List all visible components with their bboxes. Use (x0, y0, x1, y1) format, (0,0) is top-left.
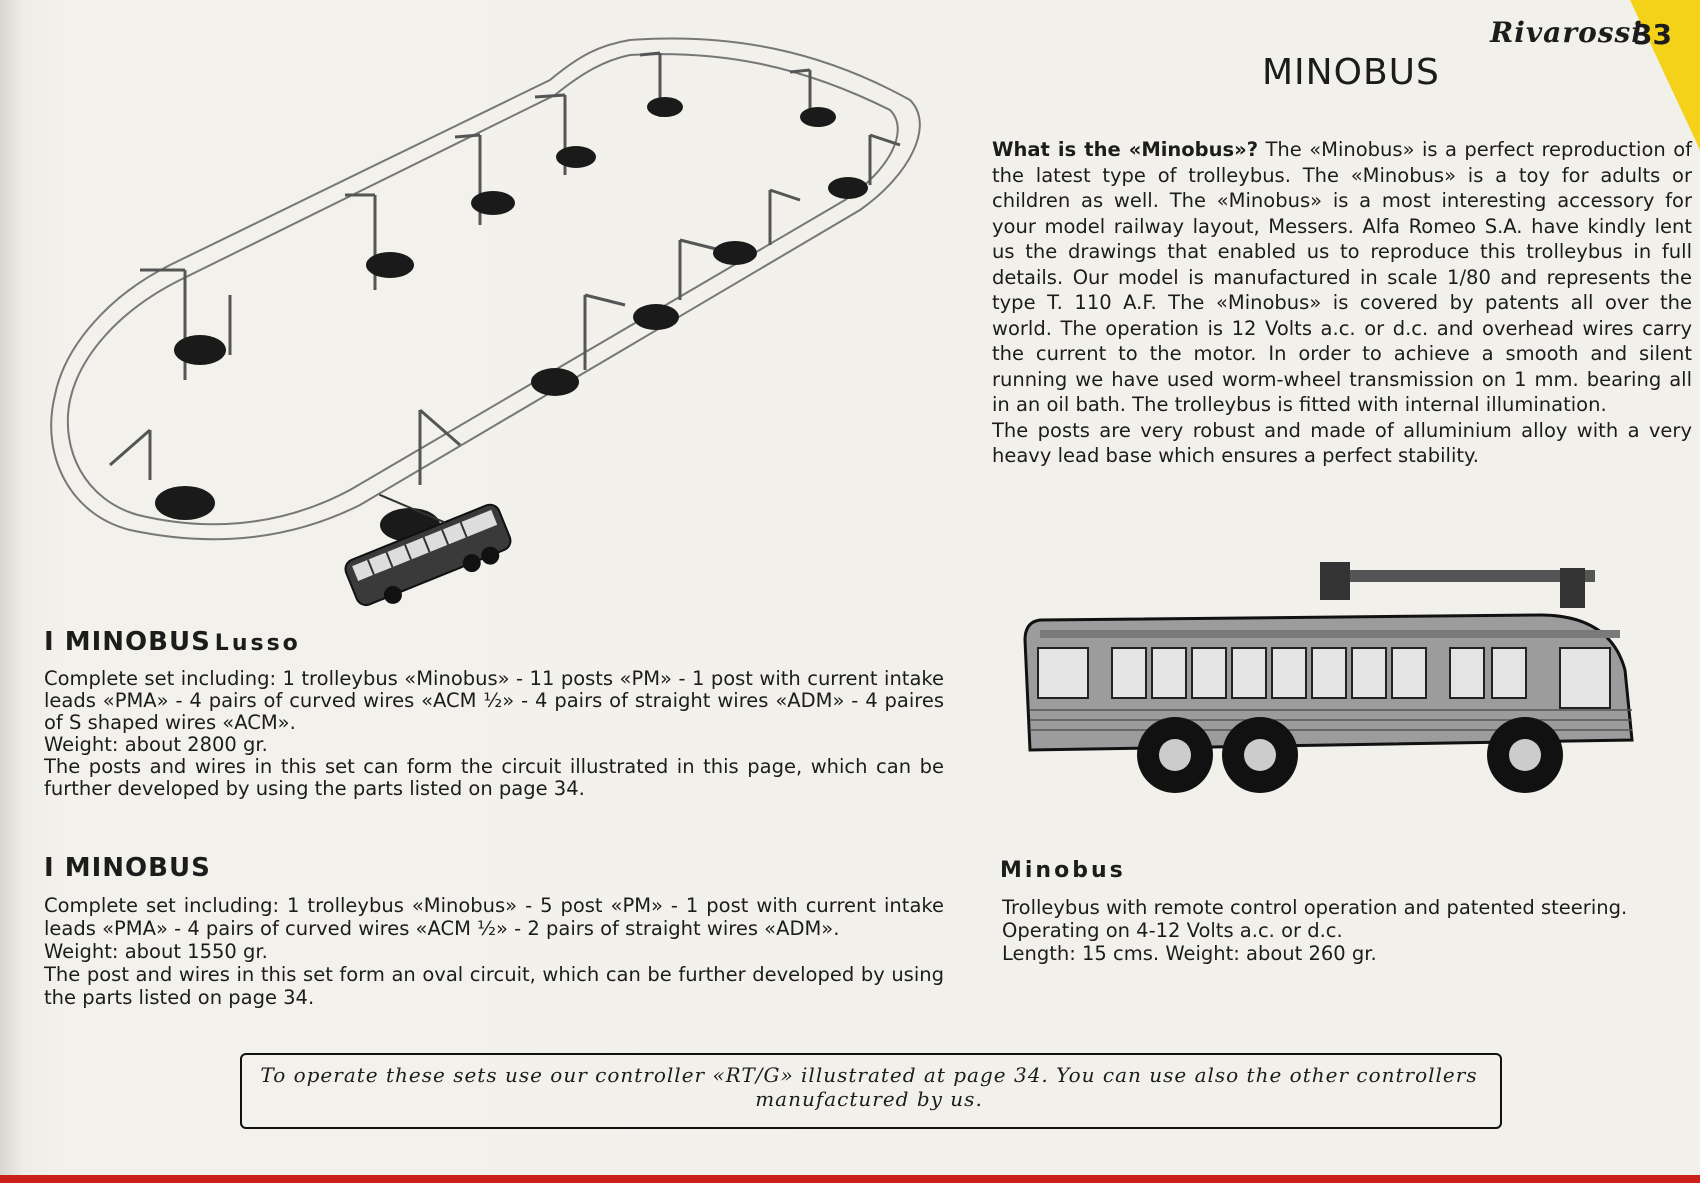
lusso-description (44, 668, 944, 800)
minobus-set-heading: I MINOBUS (44, 853, 211, 883)
minobus-set-weight: Weight: about 1550 gr. (44, 940, 268, 963)
brand-logo: Rivarossi (1490, 16, 1643, 49)
lusso-note: The posts and wires in this set can form the circuit illustrated in this page, which can be further developed by using the parts listed on page 34. (44, 755, 944, 800)
minobus-single-heading: Minobus (1000, 858, 1126, 883)
intro-paragraph (992, 137, 1692, 469)
oval-circuit-illustration (30, 25, 940, 655)
intro-body: The «Minobus» is a perfect reproduction of the latest type of trolleybus. The «Minobus» is a toy for adults or children as well. The «Minobus» is a most interesting accessory for your model railway layout, Messers. Alfa Romeo S.A. have kindly lent us the drawings that enabled us to reproduce this trolleybus in full details. Our model is manufactured in scale 1/80 and represents the type T. 110 A.F. The «Minobus» is covered by patents all over the world. The operation is 12 Volts a.c. or d.c. and overhead wires carry the current to the motor. In order to achieve a smooth and silent running we have used worm-wheel transmission on 1 mm. bearing all in an oil bath. The trolleybus is fitted with internal illumination. (992, 138, 1693, 416)
red-bottom-band (0, 1175, 1700, 1183)
intro-lead: What is the «Minobus»? (992, 138, 1259, 161)
lusso-weight: Weight: about 2800 gr. (44, 733, 268, 756)
minobus-single-line1: Trolleybus with remote control operation and patented steering. (1002, 896, 1628, 919)
page-number: 33 (1633, 18, 1672, 51)
minobus-single-line2: Operating on 4-12 Volts a.c. or d.c. (1002, 919, 1343, 942)
lusso-heading-text: I MINOBUS (44, 627, 211, 657)
minobus-single-line3: Length: 15 cms. Weight: about 260 gr. (1002, 942, 1377, 965)
intro-posts: The posts are very robust and made of alluminium alloy with a very heavy lead base which ensures a perfect stability. (992, 418, 1692, 467)
lusso-contents: Complete set including: 1 trolleybus «Minobus» - 11 posts «PM» - 1 post with current intake leads «PMA» - 4 pairs of curved wires «ACM ½» - 4 pairs of straight wires «ADM» - 4 paires of S shaped wires «ACM». (44, 667, 944, 734)
minobus-single-description (1002, 896, 1700, 965)
minobus-set-description (44, 894, 944, 1009)
lusso-heading-suffix: Lusso (214, 631, 301, 656)
trolleybus-illustration (1020, 560, 1650, 810)
page-title: MINOBUS (1262, 52, 1440, 93)
lusso-heading (44, 627, 301, 657)
footer-note: To operate these sets use our controller «RT/G» illustrated at page 34. You can use also the other controllers manufactured by us. (260, 1063, 1478, 1111)
minobus-set-note: The post and wires in this set form an oval circuit, which can be further developed by using the parts listed on page 34. (44, 963, 944, 1009)
minobus-set-contents: Complete set including: 1 trolleybus «Minobus» - 5 post «PM» - 1 post with current intake leads «PMA» - 4 pairs of curved wires «ACM ½» - 2 pairs of straight wires «ADM». (44, 894, 944, 940)
